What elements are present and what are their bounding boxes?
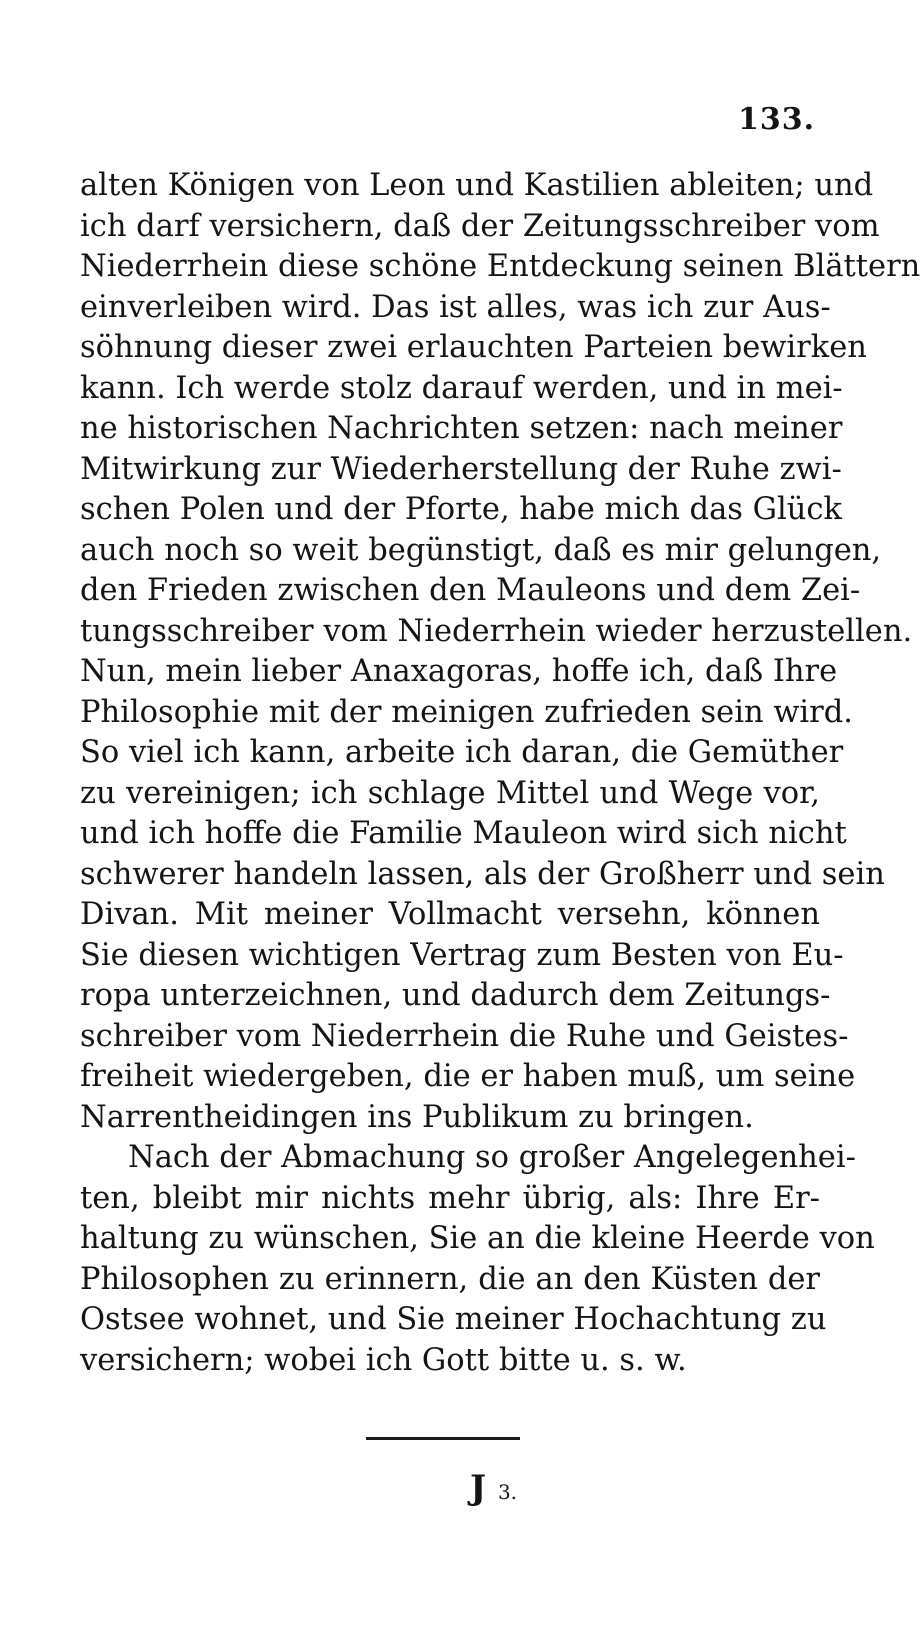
signature-letter: J (470, 1468, 487, 1508)
text-line: Nun, mein lieber Anaxagoras, hoffe ich, daß Ihre (80, 654, 838, 689)
text-line: Philosophie mit der meinigen zufrieden sein wird. (80, 694, 853, 730)
text-line: Niederrhein diese schöne Entdeckung seinen Blättern (80, 249, 920, 284)
paragraph-start-line: Nach der Abmachung so großer Angelegenhei- (128, 1140, 856, 1175)
text-line: auch noch so weit begünstigt, daß es mir gelungen, (80, 532, 882, 568)
text-line: schen Polen und der Pforte, habe mich das Glück (80, 492, 842, 527)
text-line: zu vereinigen; ich schlage Mittel und Wege vor, (80, 775, 820, 811)
text-line: haltung zu wünschen, Sie an die kleine Heerde von (80, 1221, 875, 1256)
signature-number: 3. (497, 1480, 518, 1504)
text-line: ten, bleibt mir nichts mehr übrig, als: Ihre Er- (80, 1180, 820, 1216)
text-line: ropa unterzeichnen, und dadurch dem Zeitungs- (80, 978, 831, 1013)
text-line: freiheit wiedergeben, die er haben muß, um seine (80, 1059, 856, 1094)
signature-mark (470, 1468, 517, 1508)
paragraph-end-line: Narrentheidingen ins Publikum zu bringen. (80, 1099, 754, 1135)
text-line: Philosophen zu erinnern, die an den Küsten der (80, 1261, 820, 1297)
text-line: schwerer handeln lassen, als der Großherr und sein (80, 856, 885, 892)
text-line: alten Königen von Leon und Kastilien ableiten; und (80, 168, 874, 203)
body-text (80, 166, 920, 1381)
text-line: tungsschreiber vom Niederrhein wieder herzustellen. (80, 613, 913, 649)
text-line: und ich hoffe die Familie Mauleon wird sich nicht (80, 816, 847, 851)
text-line: Mitwirkung zur Wiederherstellung der Ruhe zwi- (80, 451, 842, 487)
text-line: schreiber vom Niederrhein die Ruhe und Geistes- (80, 1018, 849, 1054)
text-line: ich darf versichern, daß der Zeitungsschreiber vom (80, 208, 880, 244)
paragraph-end-line: versichern; wobei ich Gott bitte u. s. w. (80, 1342, 687, 1378)
text-line: einverleiben wird. Das ist alles, was ich zur Aus- (80, 289, 831, 325)
text-line: den Frieden zwischen den Mauleons und dem Zei- (80, 573, 861, 608)
text-line: Divan. Mit meiner Vollmacht versehn, können (80, 897, 820, 932)
text-line: kann. Ich werde stolz darauf werden, und in mei- (80, 370, 843, 406)
text-line: So viel ich kann, arbeite ich daran, die Gemüther (80, 735, 844, 770)
text-line: ne historischen Nachrichten setzen: nach meiner (80, 411, 843, 446)
text-line: Ostsee wohnet, und Sie meiner Hochachtung zu (80, 1302, 827, 1337)
page-number: 133. (738, 102, 816, 137)
text-line: Sie diesen wichtigen Vertrag zum Besten von Eu- (80, 937, 844, 973)
footer-rule (366, 1437, 520, 1440)
text-line: söhnung dieser zwei erlauchten Parteien bewirken (80, 330, 867, 365)
